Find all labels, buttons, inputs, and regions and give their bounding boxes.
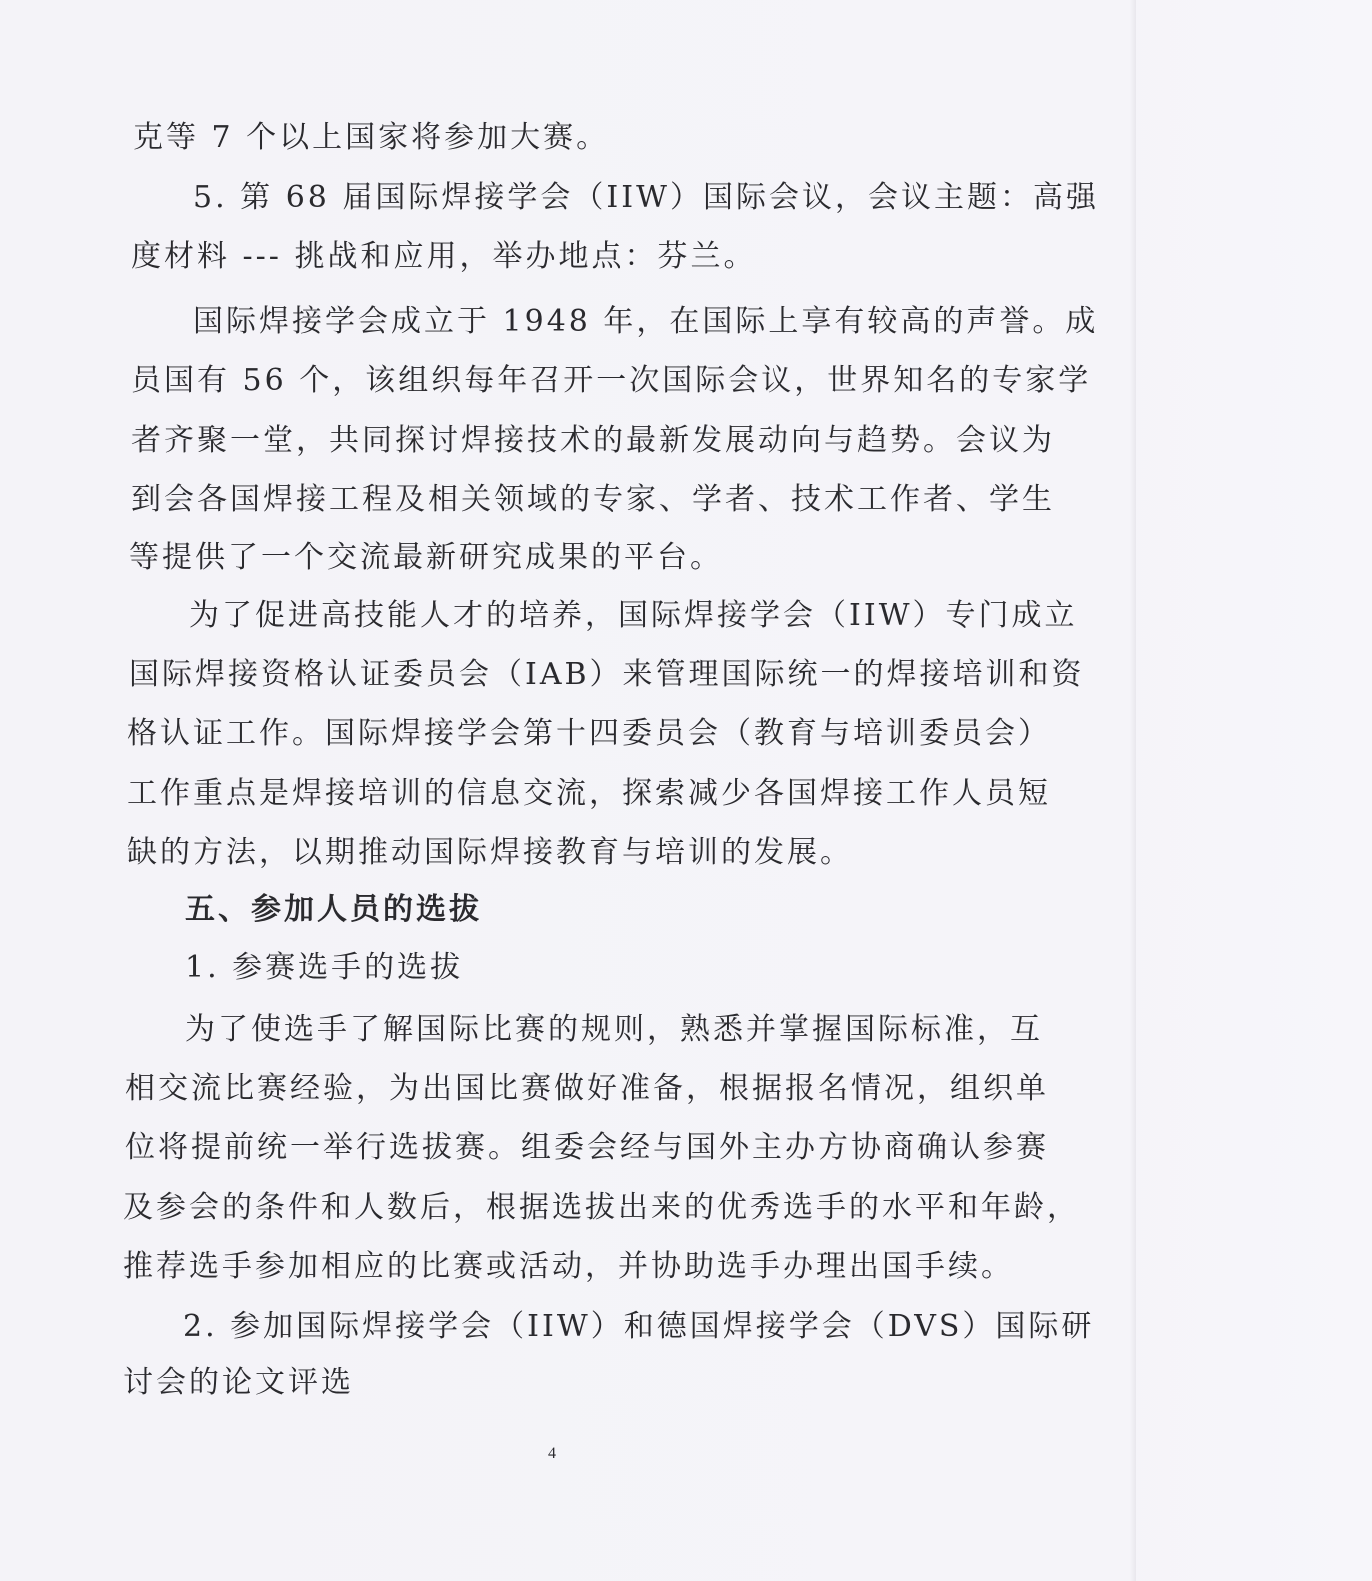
text-line: 格认证工作。国际焊接学会第十四委员会（教育与培训委员会）: [127, 716, 1051, 751]
paragraph-start: 为了促进高技能人才的培养，国际焊接学会（IIW）专门成立: [189, 598, 1078, 633]
text-line: 讨会的论文评选: [123, 1365, 354, 1400]
text-line: 到会各国焊接工程及相关领域的专家、学者、技术工作者、学生: [131, 482, 1055, 517]
text-line: 度材料 --- 挑战和应用，举办地点：芬兰。: [131, 239, 757, 274]
text-line: 国际焊接资格认证委员会（IAB）来管理国际统一的焊接培训和资: [129, 657, 1085, 692]
text-line: 员国有 56 个，该组织每年召开一次国际会议，世界知名的专家学: [131, 363, 1092, 398]
section-heading: 五、参加人员的选拔: [185, 892, 482, 927]
text-line: 工作重点是焊接培训的信息交流，探索减少各国焊接工作人员短: [127, 776, 1051, 811]
text-line: 克等 7 个以上国家将参加大赛。: [133, 120, 610, 155]
list-item-5: 5. 第 68 届国际焊接学会（IIW）国际会议，会议主题：高强: [193, 180, 1099, 215]
text-line: 及参会的条件和人数后，根据选拔出来的优秀选手的水平和年龄，: [123, 1190, 1080, 1225]
text-line: 位将提前统一举行选拔赛。组委会经与国外主办方协商确认参赛: [125, 1130, 1049, 1165]
paragraph-start: 为了使选手了解国际比赛的规则，熟悉并掌握国际标准，互: [185, 1012, 1043, 1047]
text-line: 等提供了一个交流最新研究成果的平台。: [129, 540, 723, 575]
subsection-heading: 1. 参赛选手的选拔: [185, 950, 464, 985]
text-line: 缺的方法，以期推动国际焊接教育与培训的发展。: [127, 835, 853, 870]
page-number: 4: [548, 1445, 556, 1462]
subsection-heading: 2. 参加国际焊接学会（IIW）和德国焊接学会（DVS）国际研: [183, 1309, 1095, 1344]
text-line: 相交流比赛经验，为出国比赛做好准备，根据报名情况，组织单: [125, 1071, 1049, 1106]
paragraph-start: 国际焊接学会成立于 1948 年，在国际上享有较高的声誉。成: [193, 304, 1099, 339]
text-line: 推荐选手参加相应的比赛或活动，并协助选手办理出国手续。: [123, 1249, 1014, 1284]
text-line: 者齐聚一堂，共同探讨焊接技术的最新发展动向与趋势。会议为: [131, 423, 1055, 458]
